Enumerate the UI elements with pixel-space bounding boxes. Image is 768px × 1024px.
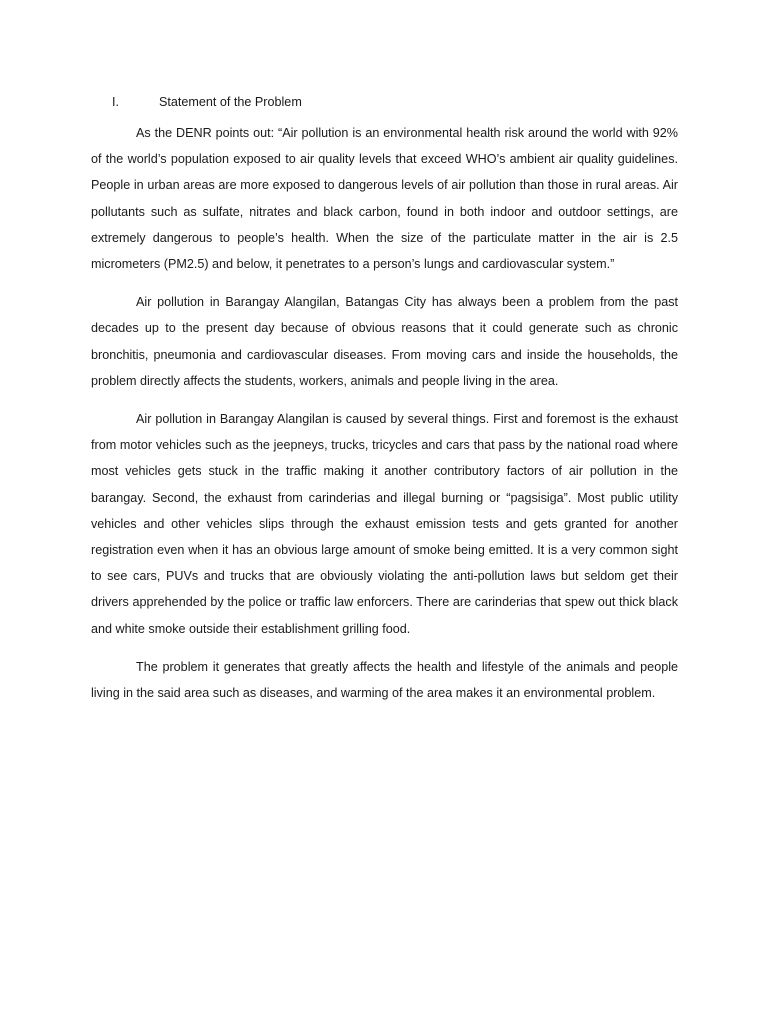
document-body <box>91 120 678 718</box>
paragraph: Air pollution in Barangay Alangilan is caused by several things. First and foremost is the exhaust from motor vehicles such as the jeepneys, trucks, tricycles and cars that pass by the national road where most vehicles gets stuck in the traffic making it another contributory factors of air pollution in the barangay. Second, the exhaust from carinderias and illegal burning or “pagsisiga”. Most public utility vehicles and other vehicles slips through the exhaust emission tests and gets granted for another registration even when it has an obvious large amount of smoke being emitted. It is a very common sight to see cars, PUVs and trucks that are obviously violating the anti-pollution laws but seldom get their drivers apprehended by the police or traffic law enforcers. There are carinderias that spew out thick black and white smoke outside their establishment grilling food. <box>91 412 678 636</box>
section-title: Statement of the Problem <box>159 95 302 109</box>
section-number: I. <box>112 95 119 109</box>
paragraph: As the DENR points out: “Air pollution is an environmental health risk around the world with 92% of the world’s population exposed to air quality levels that exceed WHO’s ambient air quality guidelines. People in urban areas are more exposed to dangerous levels of air pollution than those in rural areas. Air pollutants such as sulfate, nitrates and black carbon, found in both indoor and outdoor settings, are extremely dangerous to people’s health. When the size of the particulate matter in the air is 2.5 micrometers (PM2.5) and below, it penetrates to a person’s lungs and cardiovascular system.” <box>91 126 678 272</box>
paragraph: The problem it generates that greatly affects the health and lifestyle of the animals and people living in the said area such as diseases, and warming of the area makes it an environmental problem. <box>91 659 678 701</box>
section-heading <box>112 94 302 110</box>
paragraph: Air pollution in Barangay Alangilan, Batangas City has always been a problem from the past decades up to the present day because of obvious reasons that it could generate such as chronic bronchitis, pneumonia and cardiovascular diseases. From moving cars and inside the households, the problem directly affects the students, workers, animals and people living in the area. <box>91 295 678 388</box>
